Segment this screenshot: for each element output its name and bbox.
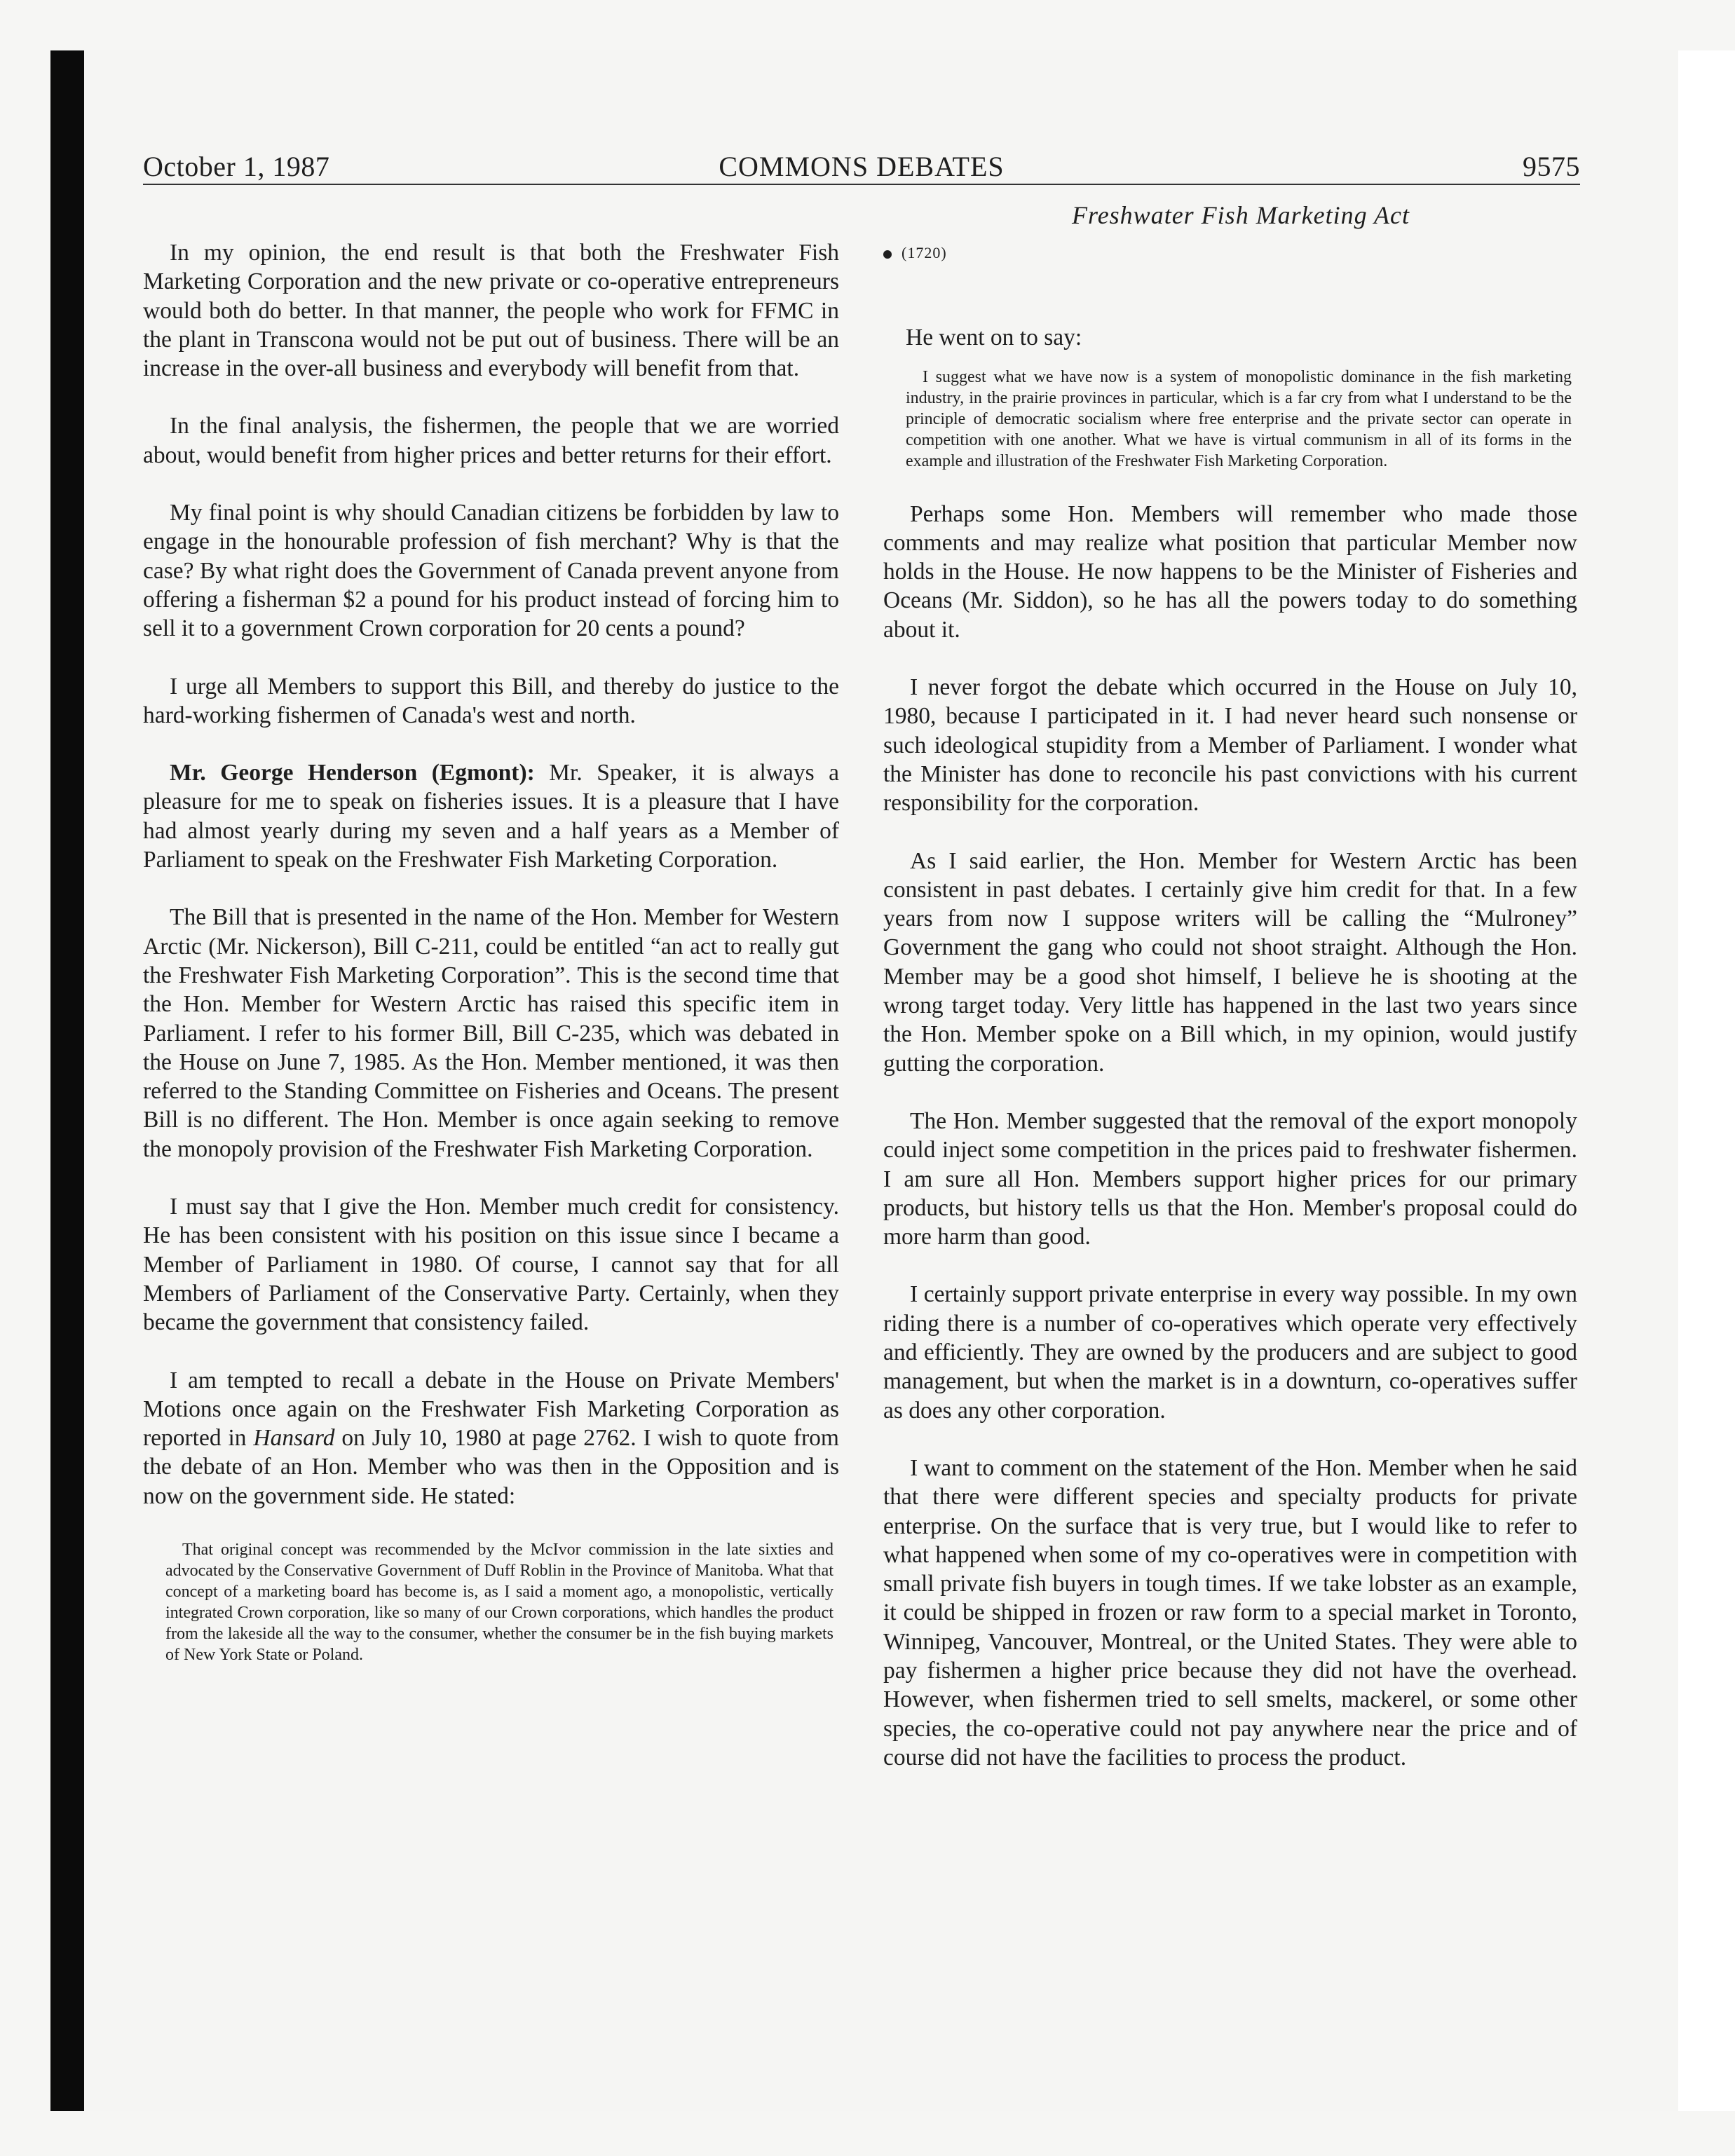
block-quote <box>883 367 1577 472</box>
paragraph: I never forgot the debate which occurred in the House on July 10, 1980, because I participated in it. I had never heard such nonsense or such ideological stupidity from a Member of Parliament. I wonder what the Minister has done to reconcile his past convictions with his current responsibility for the corporation. <box>883 674 1577 817</box>
hansard-citation: Hansard <box>253 1425 335 1452</box>
paragraph: In my opinion, the end result is that both the Freshwater Fish Marketing Corporation and the new private or co-operative entrepreneurs would both do better. In that manner, the people who work for FFMC in the plant in Transcona would not be put out of business. There will be an increase in the over-all business and everybody will benefit from that. <box>143 240 839 382</box>
paragraph: The Hon. Member suggested that the removal of the export monopoly could inject some competition in the prices paid to freshwater fishermen. I am sure all Hon. Members support higher prices for our primary products, but history tells us that the Hon. Member's proposal could do more harm than good. <box>883 1107 1577 1250</box>
right-column <box>883 238 1577 1801</box>
header-date: October 1, 1987 <box>143 151 330 182</box>
left-column <box>143 238 839 1693</box>
time-marker-text: (1720) <box>901 244 947 261</box>
paragraph: My final point is why should Canadian citizens be forbidden by law to engage in the honourable profession of fish merchant? Why is that the case? By what right does the Government of Canada prevent anyone from offering a fisherman $2 a pound for his product instead of forcing him to sell it to a government Crown corporation for 20 cents a pound? <box>143 500 839 642</box>
paragraph: As I said earlier, the Hon. Member for Western Arctic has been consistent in past debates. I certainly give him credit for that. In a few years from now I suppose writers will be calling the “Mulroney” Government the gang who could not shoot straight. Although the Hon. Member may be a good shot himself, I believe he is shooting at the wrong target today. Very little has happened in the last two years since the Hon. Member spoke on a Bill which, in my opinion, would justify gutting the corporation. <box>883 847 1577 1077</box>
page-header <box>143 150 1580 186</box>
speaker-paragraph <box>143 758 839 874</box>
header-page-number: 9575 <box>1523 151 1580 182</box>
paragraph: I must say that I give the Hon. Member much credit for consistency. He has been consistent with his position on this issue since I became a Member of Parliament in 1980. Of course, I cannot say that for all Members of Parliament of the Conservative Party. Certainly, when they became the government that consistency failed. <box>143 1194 839 1336</box>
quote-text: That original concept was recommended by the McIvor commission in the late sixties and advocated by the Conservative Government of Duff Roblin in the Province of Manitoba. What that concept of a marketing board has become is, as I said a moment ago, a monopolistic, vertically integrated Crown corporation, like so many of our Crown corporations, which handles the product from the lakeside all the way to the consumer, whether the consumer be in the fish buying markets of New York State or Poland. <box>165 1540 834 1664</box>
speaker-text: Mr. Speaker, it is always a pleasure for me to speak on fisheries issues. It is a pleasure that I have had almost yearly during my seven and a half years as a Member of Parliament to speak on the Freshwater Fish Marketing Corporation. <box>143 760 839 873</box>
paragraph: In the final analysis, the fishermen, the people that we are worried about, would benefit from higher prices and better returns for their effort. <box>143 413 839 468</box>
lead-in: He went on to say: <box>906 325 1082 351</box>
paragraph-text: I am tempted to recall a debate in the House on Private Members' Motions once again on the Freshwater Fish Marketing Corporation as reported in <box>143 1367 839 1452</box>
header-publication: COMMONS DEBATES <box>719 151 1005 182</box>
quote-text: I suggest what we have now is a system of monopolistic dominance in the fish marketing industry, in the prairie provinces in particular, which is a far cry from what I understand to be the principle of democratic socialism where free enterprise and the private sector can operate in competition with one another. What we have is virtual communism in all of its forms in the example and illustration of the Freshwater Fish Marketing Corporation. <box>906 367 1572 470</box>
bullet-icon <box>883 250 892 259</box>
scan-border-right <box>1678 50 1735 2111</box>
paragraph: Perhaps some Hon. Members will remember who made those comments and may realize what position that particular Member now holds in the House. He now happens to be the Minister of Fisheries and Oceans (Mr. Siddon), so he has all the powers today to do something about it. <box>883 500 1577 643</box>
paragraph: The Bill that is presented in the name of the Hon. Member for Western Arctic (Mr. Nickerson), Bill C-211, could be entitled “an act to really gut the Freshwater Fish Marketing Corporation”. This is the second time that the Hon. Member for Western Arctic has raised this specific item in Parliament. I refer to his former Bill, Bill C-235, which was debated in the House on June 7, 1985. As the Hon. Member mentioned, it was then referred to the Standing Committee on Fisheries and Oceans. The present Bill is no different. The Hon. Member is once again seeking to remove the monopoly provision of the Freshwater Fish Marketing Corporation. <box>143 904 839 1162</box>
paragraph: I want to comment on the statement of the Hon. Member when he said that there were different species and specialty products for private enterprise. On the surface that is very true, but I would like to refer to what happened when some of my co-operatives were in competition with small private fish buyers in tough times. If we take lobster as an example, it could be shipped in frozen or raw form to a special market in Toronto, Winnipeg, Vancouver, Montreal, or the United States. They were able to pay fishermen a higher price because they did not have the overhead. However, when fishermen tried to sell smelts, mackerel, or some other species, the co-operative could not pay anywhere near the price and of course did not have the facilities to process the product. <box>883 1454 1577 1770</box>
time-marker <box>883 238 1577 267</box>
paragraph-text: on July 10, 1980 at page 2762. I wish to quote from the debate of an Hon. Member who was then in the Opposition and is now on the government side. He stated: <box>143 1425 839 1509</box>
paragraph <box>143 1366 839 1510</box>
speaker-name: Mr. George Henderson (Egmont): <box>170 760 535 786</box>
paragraph: I urge all Members to support this Bill, and thereby do justice to the hard-working fishermen of Canada's west and north. <box>143 673 839 728</box>
scan-border-left <box>50 50 84 2111</box>
running-head: Freshwater Fish Marketing Act <box>1072 201 1410 229</box>
paragraph: I certainly support private enterprise in every way possible. In my own riding there is a number of co-operatives which operate very effectively and efficiently. They are owned by the producers and are subject to good management, but when the market is in a downturn, co-operatives suffer as does any other corporation. <box>883 1281 1577 1424</box>
block-quote <box>143 1539 839 1665</box>
header-rule <box>143 184 1580 185</box>
